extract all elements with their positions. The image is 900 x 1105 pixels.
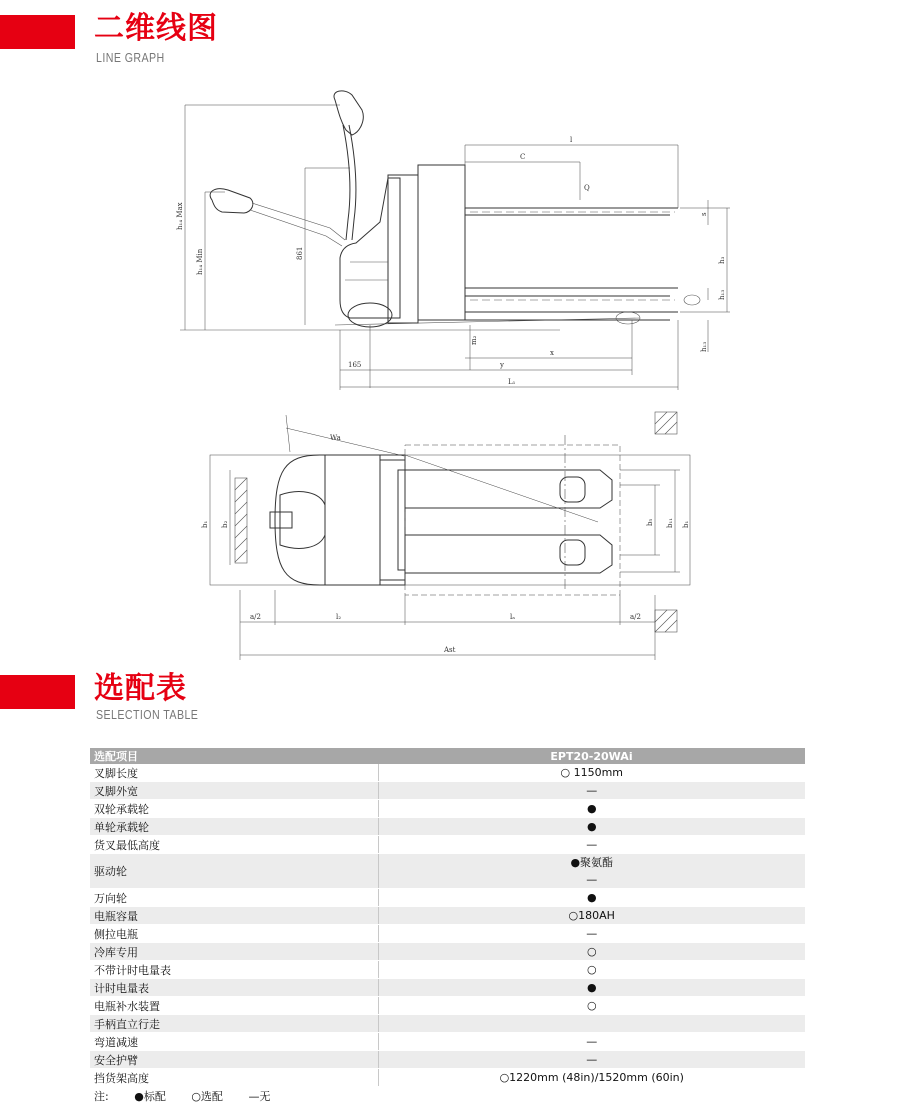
dim-label-s: s — [700, 212, 708, 216]
legend-label: 注: — [94, 1089, 109, 1103]
dim-label-h13b: h₁₃ — [700, 341, 708, 352]
dim-label-165: 165 — [348, 361, 362, 369]
row-label: 电瓶补水装置 — [90, 997, 378, 1015]
table-row — [90, 1015, 805, 1033]
row-label: 挡货架高度 — [90, 1069, 378, 1087]
row-value: ● — [378, 889, 805, 907]
row-value: — — [378, 925, 805, 943]
dim-label-m2: m₂ — [470, 335, 478, 345]
section-title-selection-table: 选配表 — [94, 671, 187, 706]
row-label: 万向轮 — [90, 889, 378, 907]
table-row — [90, 764, 805, 782]
table-row — [90, 889, 805, 907]
dim-label-h13: h₁₃ — [718, 289, 726, 300]
row-value: ● — [378, 800, 805, 818]
table-row — [90, 925, 805, 943]
legend-standard: ●标配 — [134, 1089, 166, 1103]
row-value: — — [586, 873, 598, 886]
dim-label-L1: L₁ — [508, 378, 516, 386]
dim-label-a2-left: a/2 — [250, 613, 261, 621]
table-row — [90, 818, 805, 836]
table-row — [90, 979, 805, 997]
table-row — [90, 836, 805, 854]
row-value: — — [378, 1033, 805, 1051]
header-item: 选配项目 — [90, 748, 378, 764]
dim-label-h3: h₃ — [718, 256, 726, 264]
row-value: ● — [378, 979, 805, 997]
dim-label-l: l — [570, 136, 573, 144]
legend-note — [90, 1087, 805, 1105]
top-view — [201, 412, 690, 660]
dim-label-b5: b₅ — [646, 518, 654, 526]
dim-label-b1: b₁ — [201, 520, 209, 528]
row-value: — — [378, 782, 805, 800]
table-row — [90, 961, 805, 979]
dim-label-x: x — [550, 349, 554, 357]
row-value: ○ — [378, 997, 805, 1015]
row-value: ● — [378, 818, 805, 836]
selection-table — [90, 748, 805, 1105]
row-label: 侧拉电瓶 — [90, 925, 378, 943]
row-value: ○ — [378, 943, 805, 961]
row-label: 货叉最低高度 — [90, 836, 378, 854]
dim-label-b2: b₂ — [221, 520, 229, 528]
legend-optional: ○选配 — [191, 1089, 223, 1103]
dim-label-la: lₐ — [510, 613, 515, 621]
dim-label-h198: 861 — [296, 246, 304, 260]
section-title-line-graph: 二维线图 — [94, 11, 218, 46]
legend-none: —无 — [248, 1089, 271, 1103]
dim-label-C: C — [520, 153, 526, 161]
table-row — [90, 907, 805, 925]
row-value: — — [378, 1051, 805, 1069]
header-model: EPT20-20WAi — [378, 748, 805, 764]
row-label: 手柄直立行走 — [90, 1015, 378, 1033]
table-row — [90, 782, 805, 800]
dim-label-Q: Q — [584, 184, 590, 192]
table-row — [90, 1069, 805, 1087]
row-value-multi — [378, 854, 805, 889]
row-value: — — [378, 836, 805, 854]
row-label: 弯道减速 — [90, 1033, 378, 1051]
dim-label-Wa: Wa — [330, 434, 341, 442]
dim-label-a2-right: a/2 — [630, 613, 641, 621]
table-row — [90, 800, 805, 818]
row-label: 电瓶容量 — [90, 907, 378, 925]
row-label: 不带计时电量表 — [90, 961, 378, 979]
section-subtitle-line-graph: LINE GRAPH — [96, 50, 165, 65]
row-value: ●聚氨酯 — [570, 856, 614, 869]
dim-label-Ast: Ast — [444, 646, 456, 654]
row-label: 叉脚长度 — [90, 764, 378, 782]
row-label: 冷库专用 — [90, 943, 378, 961]
dim-label-h14min: h₁₄ Min — [196, 248, 204, 275]
table-row — [90, 854, 805, 889]
table-row — [90, 943, 805, 961]
table-header-row — [90, 748, 805, 764]
legend-row — [90, 1087, 805, 1105]
dim-label-y: y — [500, 361, 504, 369]
row-value: ○1220mm (48in)/1520mm (60in) — [378, 1069, 805, 1087]
dim-label-l2: l₂ — [336, 613, 342, 621]
row-value: ○ — [378, 961, 805, 979]
row-value — [378, 1015, 805, 1033]
row-value: ○180AH — [378, 907, 805, 925]
row-label: 驱动轮 — [90, 854, 378, 889]
table-row — [90, 1033, 805, 1051]
section-accent-bar-2 — [0, 675, 75, 709]
side-view — [176, 91, 730, 390]
section-subtitle-selection-table: SELECTION TABLE — [96, 707, 199, 722]
row-label: 安全护臂 — [90, 1051, 378, 1069]
dim-label-h14max: h₁₄ Max — [176, 202, 184, 230]
dim-label-b1r: b₁ — [682, 520, 690, 528]
dim-label-b11: b₁₁ — [666, 517, 674, 528]
row-label: 双轮承载轮 — [90, 800, 378, 818]
row-value: ○ 1150mm — [378, 764, 805, 782]
table-row — [90, 997, 805, 1015]
table-row — [90, 1051, 805, 1069]
row-label: 单轮承载轮 — [90, 818, 378, 836]
row-label: 计时电量表 — [90, 979, 378, 997]
row-label: 叉脚外宽 — [90, 782, 378, 800]
